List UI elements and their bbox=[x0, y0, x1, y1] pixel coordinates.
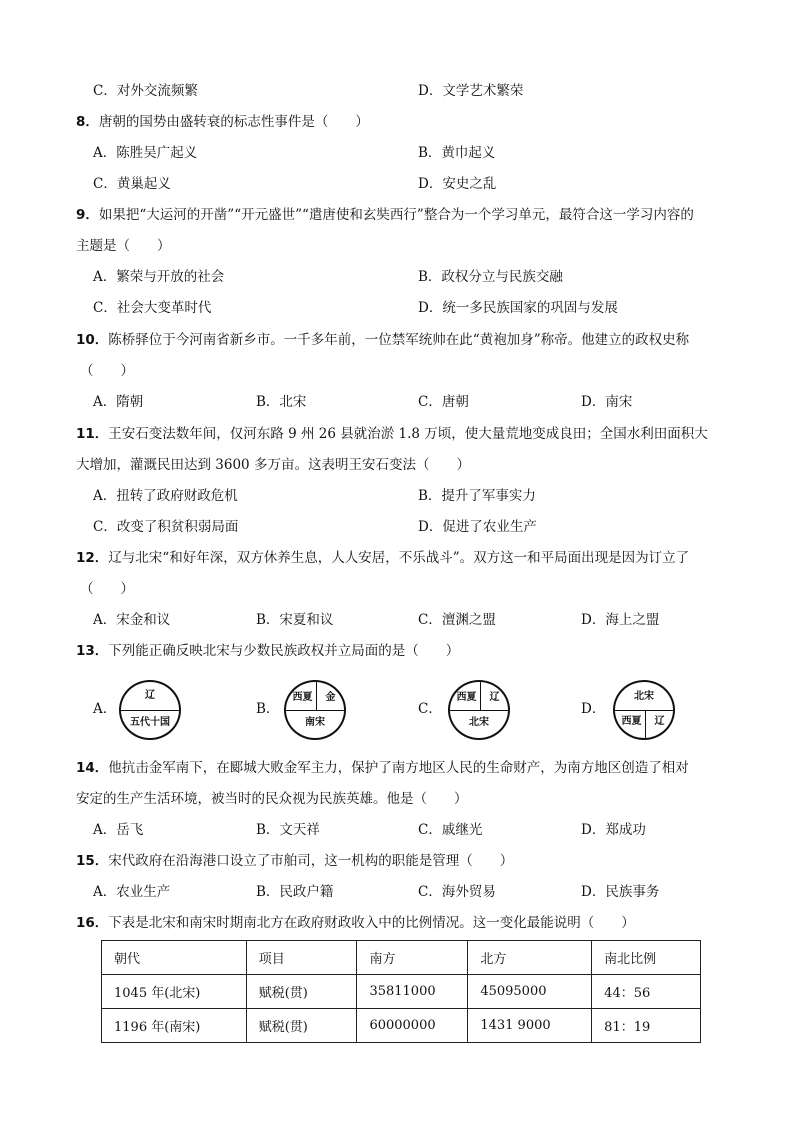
table-row bbox=[102, 975, 701, 1009]
q13-option-d-letter: D． bbox=[581, 701, 606, 717]
q13-option-b-label-top-right: 金 bbox=[325, 692, 336, 703]
revenue-table bbox=[101, 940, 701, 1043]
q8-number: 8． bbox=[76, 114, 99, 130]
q13-option-d-label-bottom-left: 西夏 bbox=[621, 716, 642, 727]
q10-number: 10． bbox=[76, 332, 109, 348]
q13-option-a bbox=[93, 680, 213, 740]
q9-number: 9． bbox=[76, 207, 99, 223]
table-header-cell: 朝代 bbox=[102, 941, 247, 975]
q9-option-d: D．统一多民族国家的巩固与发展 bbox=[418, 300, 618, 316]
table-cell: 45095000 bbox=[468, 975, 592, 1009]
q13-option-d bbox=[581, 680, 701, 740]
q12-number: 12． bbox=[76, 550, 109, 566]
q12-stem bbox=[76, 548, 689, 568]
table-cell: 60000000 bbox=[357, 1009, 468, 1043]
table-cell: 1045 年(北宋) bbox=[102, 975, 247, 1009]
q15-stem bbox=[76, 851, 513, 871]
q11-stem-line2: 大增加，灌溉民田达到 3600 多万亩。这表明王安石变法（ ） bbox=[76, 457, 470, 473]
q12-option-b: B．宋夏和议 bbox=[256, 612, 334, 628]
q9-stem-line2: 主题是（ ） bbox=[76, 238, 171, 254]
q16-number: 16． bbox=[76, 915, 109, 931]
q10-option-d: D．南宋 bbox=[581, 394, 633, 410]
q14-stem-line1: 他抗击金军南下，在郾城大败金军主力，保护了南方地区人民的生命财产，为南方地区创造了相对 bbox=[108, 760, 689, 776]
q13-option-a-letter: A． bbox=[93, 701, 117, 717]
q10-stem-line2: （ ） bbox=[80, 363, 134, 379]
q8-option-a: A．陈胜吴广起义 bbox=[93, 145, 198, 161]
q7-option-c: C．对外交流频繁 bbox=[93, 83, 198, 99]
q14-option-b: B．文天祥 bbox=[256, 822, 320, 838]
table-row bbox=[102, 1009, 701, 1043]
q13-option-c-letter: C． bbox=[418, 701, 442, 717]
q13-stem bbox=[76, 641, 459, 661]
q15-number: 15． bbox=[76, 853, 109, 869]
q13-option-d-label-bottom-right: 辽 bbox=[654, 716, 665, 727]
q9-stem-line1: 如果把“大运河的开凿”“开元盛世”“遣唐使和玄奘西行”整合为一个学习单元，最符合这一学习内容的 bbox=[98, 207, 694, 223]
q11-number: 11． bbox=[76, 426, 109, 442]
table-cell: 赋税(贯) bbox=[246, 975, 357, 1009]
q11-stem-line1: 王安石变法数年间，仅河东路 9 州 26 县就治淤 1.8 万顷，使大量荒地变成良田；全国水利田面积大 bbox=[108, 426, 708, 442]
q13-option-b-label-top-left: 西夏 bbox=[292, 692, 313, 703]
q10-option-b: B．北宋 bbox=[256, 394, 307, 410]
q14-option-d: D．郑成功 bbox=[581, 822, 646, 838]
table-header-cell: 北方 bbox=[468, 941, 592, 975]
q16-stem-text: 下表是北宋和南宋时期南北方在政府财政收入中的比例情况。这一变化最能说明（ ） bbox=[108, 915, 635, 931]
q15-option-a: A．农业生产 bbox=[93, 884, 171, 900]
q11-stem bbox=[76, 424, 708, 444]
table-cell: 35811000 bbox=[357, 975, 468, 1009]
q11-option-d: D．促进了农业生产 bbox=[418, 519, 537, 535]
table-cell: 1431 9000 bbox=[468, 1009, 592, 1043]
q13-option-d-circle bbox=[613, 680, 675, 740]
q8-option-c: C．黄巢起义 bbox=[93, 176, 171, 192]
table-cell: 赋税(贯) bbox=[246, 1009, 357, 1043]
q16-stem bbox=[76, 913, 635, 933]
q13-option-c-label-bottom: 北宋 bbox=[469, 717, 489, 728]
q13-option-c-label-top-right: 辽 bbox=[489, 692, 500, 703]
q13-option-a-label-top: 辽 bbox=[145, 690, 155, 701]
q15-stem-text: 宋代政府在沿海港口设立了市舶司，这一机构的职能是管理（ ） bbox=[108, 853, 514, 869]
q10-option-c: C．唐朝 bbox=[418, 394, 469, 410]
q12-option-d: D．海上之盟 bbox=[581, 612, 660, 628]
q9-option-a: A．繁荣与开放的社会 bbox=[93, 269, 225, 285]
table-cell: 81：19 bbox=[592, 1009, 701, 1043]
q15-option-c: C．海外贸易 bbox=[418, 884, 496, 900]
q13-number: 13． bbox=[76, 643, 109, 659]
q12-option-a: A．宋金和议 bbox=[93, 612, 171, 628]
q7-option-d: D．文学艺术繁荣 bbox=[418, 83, 524, 99]
q9-stem bbox=[76, 205, 694, 225]
q14-option-a: A．岳飞 bbox=[93, 822, 144, 838]
q13-option-c-circle bbox=[448, 680, 510, 740]
q14-stem-line2: 安定的生产生活环境，被当时的民众视为民族英雄。他是（ ） bbox=[76, 791, 468, 807]
table-header-row bbox=[102, 941, 701, 975]
q10-stem bbox=[76, 330, 689, 350]
q13-option-d-label-top: 北宋 bbox=[634, 691, 654, 702]
table-header-cell: 南方 bbox=[357, 941, 468, 975]
q11-option-b: B．提升了军事实力 bbox=[418, 488, 536, 504]
q13-option-b bbox=[256, 680, 376, 740]
q12-option-c: C．澶渊之盟 bbox=[418, 612, 496, 628]
q13-option-a-label-bottom: 五代十国 bbox=[130, 717, 170, 728]
q14-option-c: C．戚继光 bbox=[418, 822, 483, 838]
q9-option-c: C．社会大变革时代 bbox=[93, 300, 212, 316]
q11-option-c: C．改变了积贫积弱局面 bbox=[93, 519, 239, 535]
q11-option-a: A．扭转了政府财政危机 bbox=[93, 488, 238, 504]
q13-option-c-label-top-left: 西夏 bbox=[456, 692, 477, 703]
table-cell: 44：56 bbox=[592, 975, 701, 1009]
q13-stem-text: 下列能正确反映北宋与少数民族政权并立局面的是（ ） bbox=[108, 643, 460, 659]
q10-option-a: A．隋朝 bbox=[93, 394, 144, 410]
q12-stem-line2: （ ） bbox=[80, 581, 134, 597]
q13-option-b-letter: B． bbox=[256, 701, 280, 717]
q8-option-d: D．安史之乱 bbox=[418, 176, 497, 192]
table-cell: 1196 年(南宋) bbox=[102, 1009, 247, 1043]
q8-option-b: B．黄巾起义 bbox=[418, 145, 496, 161]
q13-option-c bbox=[418, 680, 538, 740]
q13-option-b-label-bottom: 南宋 bbox=[305, 717, 325, 728]
q14-stem bbox=[76, 758, 689, 778]
q12-stem-line1: 辽与北宋“和好年深，双方休养生息，人人安居，不乐战斗”。双方这一和平局面出现是因为订立了 bbox=[108, 550, 690, 566]
q9-option-b: B．政权分立与民族交融 bbox=[418, 269, 563, 285]
q15-option-d: D．民族事务 bbox=[581, 884, 660, 900]
q15-option-b: B．民政户籍 bbox=[256, 884, 334, 900]
q14-number: 14． bbox=[76, 760, 109, 776]
q13-option-b-circle bbox=[284, 680, 346, 740]
q8-stem-text: 唐朝的国势由盛转衰的标志性事件是（ ） bbox=[98, 114, 369, 130]
q8-stem bbox=[76, 112, 369, 132]
q10-stem-line1: 陈桥驿位于今河南省新乡市。一千多年前，一位禁军统帅在此“黄袍加身”称帝。他建立的政权史称 bbox=[108, 332, 690, 348]
table-header-cell: 项目 bbox=[246, 941, 357, 975]
table-header-cell: 南北比例 bbox=[592, 941, 701, 975]
q13-option-a-circle bbox=[119, 680, 181, 740]
